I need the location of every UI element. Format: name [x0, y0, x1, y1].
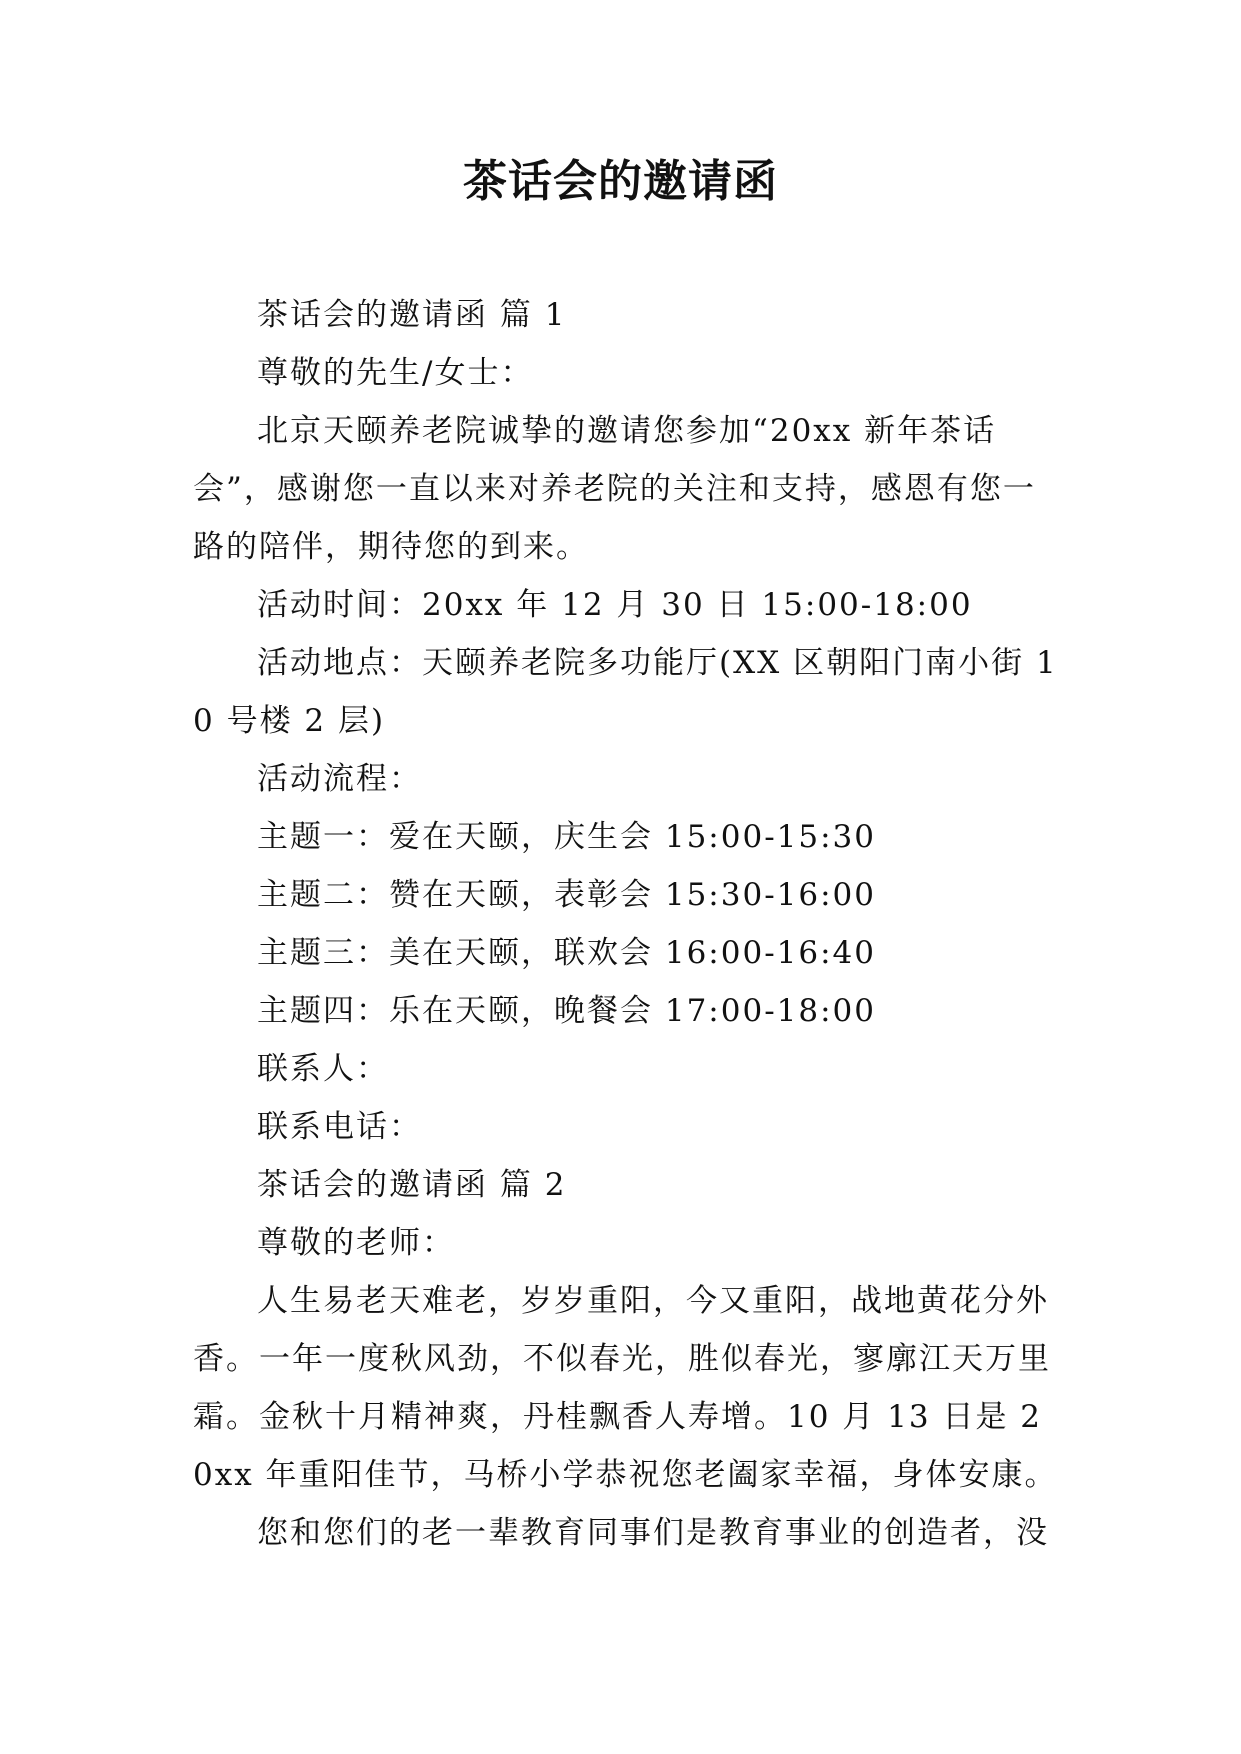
paragraph-continued: 您和您们的老一辈教育同事们是教育事业的创造者，没 [257, 1515, 1049, 1551]
document-body [193, 286, 1059, 1562]
agenda-item-1: 主题一：爱在天颐，庆生会 15:00-15:30 [257, 819, 877, 855]
event-location: 活动地点：天颐养老院多功能厅(XX 区朝阳门南小街 10 号楼 2 层) [193, 645, 1058, 739]
agenda-item-2: 主题二：赞在天颐，表彰会 15:30-16:00 [257, 877, 877, 913]
event-agenda-heading: 活动流程： [257, 761, 422, 797]
section-heading-1: 茶话会的邀请函 篇 1 [257, 297, 567, 333]
event-time: 活动时间：20xx 年 12 月 30 日 15:00-18:00 [257, 587, 973, 623]
contact-phone: 联系电话： [257, 1109, 422, 1145]
agenda-item-3: 主题三：美在天颐，联欢会 16:00-16:40 [257, 935, 877, 971]
paragraph-invitation: 北京天颐养老院诚挚的邀请您参加“20xx 新年茶话会”，感谢您一直以来对养老院的关注和支持，感恩有您一路的陪伴，期待您的到来。 [193, 413, 1036, 565]
agenda-item-4: 主题四：乐在天颐，晚餐会 17:00-18:00 [257, 993, 877, 1029]
salutation-2: 尊敬的老师： [257, 1225, 455, 1261]
contact-person: 联系人： [257, 1051, 389, 1087]
document-title: 茶话会的邀请函 [463, 156, 778, 207]
section-heading-2: 茶话会的邀请函 篇 2 [257, 1167, 567, 1203]
paragraph-poem: 人生易老天难老，岁岁重阳，今又重阳，战地黄花分外香。一年一度秋风劲，不似春光，胜似春光，寥廓江天万里霜。金秋十月精神爽，丹桂飘香人寿增。10 月 13 日是 20xx 年重阳佳节，马桥小学恭祝您老阖家幸福，身体安康。 [193, 1283, 1058, 1493]
salutation-1: 尊敬的先生/女士： [257, 355, 534, 391]
